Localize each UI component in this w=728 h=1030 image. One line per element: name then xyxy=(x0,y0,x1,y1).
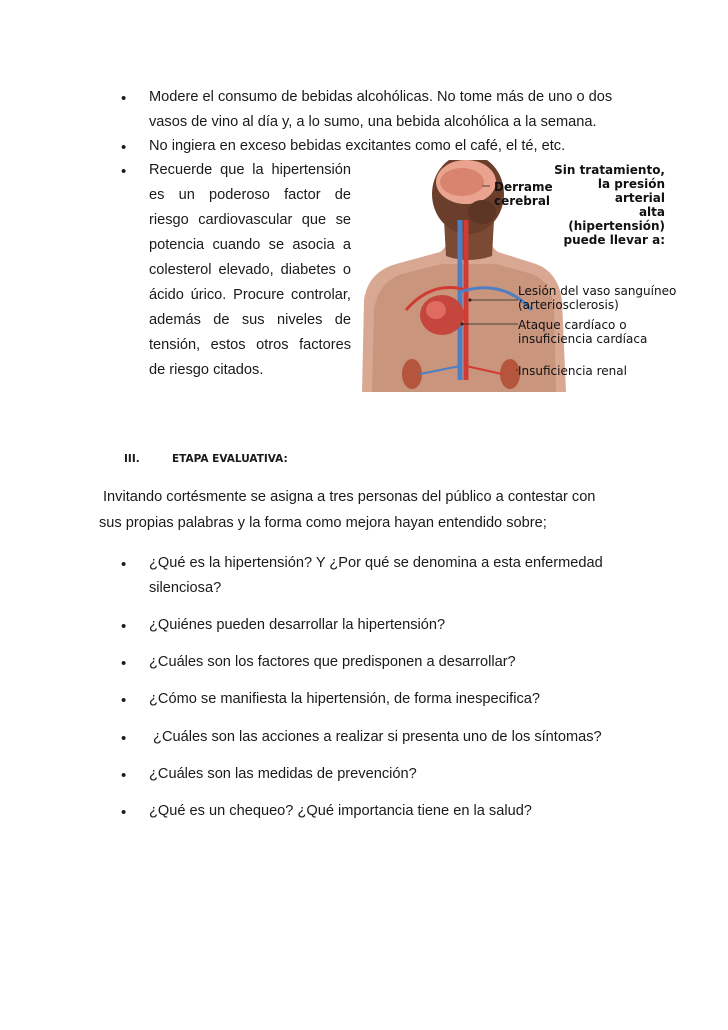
bullet-text-line: Modere el consumo de bebidas alcohólicas. No tome más de uno o dos xyxy=(149,89,613,105)
bullet-marker: • xyxy=(121,556,127,573)
label-line: insuficiencia cardíaca xyxy=(518,332,648,346)
figure-title-line: la presión arterial xyxy=(597,177,665,205)
question-line: silenciosa? xyxy=(149,580,222,596)
bullet-marker: • xyxy=(121,692,127,709)
justified-line: tensión, estos otros factores xyxy=(149,337,351,353)
bullet-marker: • xyxy=(121,804,127,821)
section-title: ETAPA EVALUATIVA: xyxy=(172,453,288,465)
bullet-marker: • xyxy=(121,618,127,635)
section-number: III. xyxy=(124,453,140,465)
question-line: ¿Cómo se manifiesta la hipertensión, de forma inespecifica? xyxy=(149,691,540,707)
label-line: Lesión del vaso sanguíneo xyxy=(518,284,677,298)
figure-title-line: alta (hipertensión) xyxy=(568,205,665,233)
label-line: Derrame xyxy=(494,180,553,194)
bullet-marker: • xyxy=(121,767,127,784)
label-line: Insuficiencia renal xyxy=(518,364,627,378)
bullet-marker: • xyxy=(121,730,127,747)
justified-line: riesgo cardiovascular que se xyxy=(149,212,351,228)
figure-title xyxy=(545,163,665,247)
question-line: ¿Cuáles son las medidas de prevención? xyxy=(149,766,417,782)
question-line: ¿Cuáles son las acciones a realizar si presenta uno de los síntomas? xyxy=(149,729,602,745)
bullet-marker: • xyxy=(121,139,127,156)
bullet-marker: • xyxy=(121,163,127,180)
intro-line: sus propias palabras y la forma como mejora hayan entendido sobre; xyxy=(99,515,547,531)
justified-line: Recuerde que la hipertensión xyxy=(149,162,351,178)
intro-line: Invitando cortésmente se asigna a tres personas del público a contestar con xyxy=(103,489,596,505)
label-vessel xyxy=(518,284,676,312)
question-line: ¿Quiénes pueden desarrollar la hipertensión? xyxy=(149,617,446,633)
label-heart xyxy=(518,318,647,346)
justified-line: es un poderoso factor de xyxy=(149,187,351,203)
justified-line: colesterol elevado, diabetes o xyxy=(149,262,351,278)
bullet-text-line: vasos de vino al día y, a lo sumo, una bebida alcohólica a la semana. xyxy=(149,114,597,130)
label-kidney xyxy=(518,364,627,378)
label-brain xyxy=(494,180,553,208)
label-line: (arteriosclerosis) xyxy=(518,298,619,312)
figure-title-line: puede llevar a: xyxy=(563,233,665,247)
justified-line: además de sus niveles de xyxy=(149,312,351,328)
label-line: cerebral xyxy=(494,194,551,208)
justified-line: potencia cuando se asocia a xyxy=(149,237,351,253)
justified-line: ácido úrico. Procure controlar, xyxy=(149,287,351,303)
question-line: ¿Qué es un chequeo? ¿Qué importancia tiene en la salud? xyxy=(149,803,532,819)
label-line: Ataque cardíaco o xyxy=(518,318,627,332)
bullet-marker: • xyxy=(121,655,127,672)
figure-title-line: Sin tratamiento, xyxy=(554,163,665,177)
question-line: ¿Cuáles son los factores que predisponen a desarrollar? xyxy=(149,654,516,670)
question-line: ¿Qué es la hipertensión? Y ¿Por qué se denomina a esta enfermedad xyxy=(149,555,603,571)
bullet-marker: • xyxy=(121,90,127,107)
bullet-text-line: de riesgo citados. xyxy=(149,362,264,378)
bullet-text-line: No ingiera en exceso bebidas excitantes como el café, el té, etc. xyxy=(149,138,566,154)
